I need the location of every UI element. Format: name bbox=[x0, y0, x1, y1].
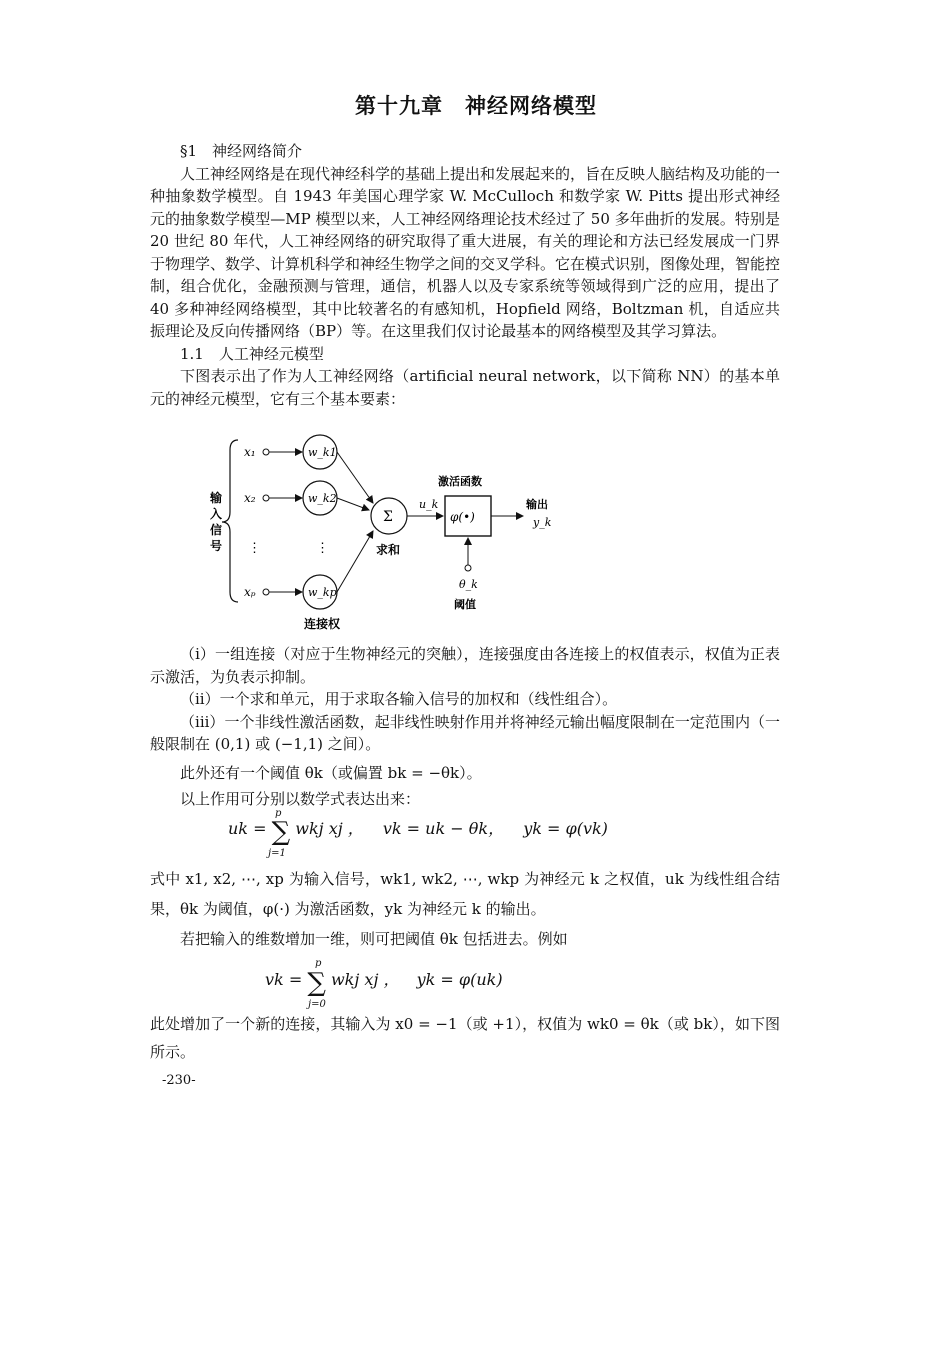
intro-paragraph: 人工神经网络是在现代神经科学的基础上提出和发展起来的，旨在反映人脑结构及功能的一种抽象数学模型。自 1943 年美国心理学家 W. McCulloch 和数学家 W. Pitts 提出形式神经元的抽象数学模型—MP 模型以来，人工神经网络理论技术经过了 50 多年曲折的发展。特别是 20 世纪 80 年代，人工神经网络的研究取得了重大进展，有关的理论和方法已经发展成一门界于物理学、数学、计算机科学和神经生物学之间的交叉学科。它在模式识别，图像处理，智能控制，组合优化，金融预测与管理，通信，机器人以及专家系统等领域得到广泛的应用，提出了 40 多种神经网络模型，其中比较著名的有感知机，Hopfield 网络，Boltzman 机，自适应共振理论及反向传播网络（BP）等。在这里我们仅讨论最基本的网络模型及其学习算法。 bbox=[150, 164, 781, 340]
item-iii: （iii）一个非线性激活函数，起非线性映射作用并将神经元输出幅度限制在一定范围内（一般限制在 (0,1) 或 (−1,1) 之间）。 bbox=[150, 712, 780, 753]
output-var: y_k bbox=[533, 516, 552, 529]
input-x2: x₂ bbox=[244, 491, 256, 505]
eq2-lhs: vk = bbox=[265, 970, 303, 989]
eq1-sum-top: p bbox=[275, 808, 282, 819]
eq2-term: wkj xj ， bbox=[330, 970, 400, 989]
neuron-model-paragraph: 下图表示出了作为人工神经网络（artificial neural network，以下简称 NN）的基本单元的神经元模型，它有三个基本要素： bbox=[150, 367, 780, 408]
section-intro bbox=[150, 140, 780, 410]
input-xp: xₚ bbox=[244, 585, 256, 599]
subsection-heading: 1.1 人工神经元模型 bbox=[180, 344, 324, 363]
item-ii: （ii）一个求和单元，用于求取各输入信号的加权和（线性组合）。 bbox=[180, 690, 618, 708]
input-signal-label-4: 号 bbox=[210, 539, 223, 553]
input-node-1 bbox=[263, 449, 269, 455]
weight-to-sum-2 bbox=[337, 498, 369, 510]
threshold-paragraph: 此外还有一个阈值 θk（或偏置 bk = −θk）。 bbox=[180, 763, 482, 782]
neuron-diagram bbox=[198, 430, 588, 640]
section-heading: §1 神经网络简介 bbox=[180, 142, 303, 160]
eq2-sum: ∑ bbox=[307, 968, 326, 998]
extend-paragraph: 若把输入的维数增加一维，则可把阈值 θk 包括进去。例如 bbox=[180, 930, 568, 948]
math-intro: 以上作用可分别以数学式表达出来： bbox=[180, 790, 421, 808]
threshold-node bbox=[465, 565, 471, 571]
final-paragraph: 此处增加了一个新的连接，其输入为 x0 = −1（或 +1），权值为 wk0 = θk（或 bk），如下图所示。 bbox=[150, 1015, 780, 1061]
eq2-sum-top: p bbox=[315, 958, 322, 969]
eq1-sum: ∑ bbox=[271, 817, 291, 847]
eq2-sum-bottom: j=0 bbox=[308, 999, 326, 1010]
eq1-term: wkj xj ， bbox=[295, 819, 364, 838]
eq1-lhs: uk = bbox=[228, 819, 267, 838]
eq1-sum-bottom: j=1 bbox=[268, 848, 286, 859]
input-signal-label-1: 输 bbox=[210, 491, 223, 505]
item-i: （i）一组连接（对应于生物神经元的突触），连接强度由各连接上的权值表示，权值为正表示激活，为负表示抑制。 bbox=[150, 645, 780, 686]
activation-function: φ(•) bbox=[450, 510, 475, 524]
output-label: 输出 bbox=[526, 498, 548, 511]
eq1-y: yk = φ(vk) bbox=[523, 819, 608, 838]
eq2-y: yk = φ(uk) bbox=[416, 970, 503, 989]
where-paragraph: 式中 x1, x2, ⋯, xp 为输入信号，wk1, wk2, ⋯, wkp 为神经元 k 之权值，uk 为线性组合结果，θk 为阈值，φ(·) 为激活函数，yk 为神经元 k 的输出。 bbox=[150, 870, 780, 918]
threshold-var: θ_k bbox=[459, 578, 478, 591]
threshold-label: 阈值 bbox=[454, 598, 476, 611]
page-number: -230- bbox=[162, 1073, 196, 1088]
weight-wk2: w_k2 bbox=[308, 492, 337, 505]
sum-symbol: Σ bbox=[383, 509, 393, 525]
final-block bbox=[150, 1010, 780, 1066]
weight-dots: ⋮ bbox=[316, 541, 329, 556]
input-signal-label-2: 入 bbox=[210, 507, 223, 521]
where-block bbox=[150, 864, 780, 954]
weight-to-sum-p bbox=[337, 531, 373, 592]
weight-to-sum-1 bbox=[337, 452, 373, 503]
equation-1 bbox=[228, 816, 608, 847]
input-signal-label-3: 信 bbox=[210, 523, 223, 537]
input-x1: x₁ bbox=[244, 445, 256, 459]
weight-wkp: w_kp bbox=[308, 586, 337, 599]
u-label: u_k bbox=[419, 498, 439, 511]
sum-label: 求和 bbox=[376, 543, 401, 557]
activation-label: 激活函数 bbox=[438, 475, 482, 488]
elements-list bbox=[150, 643, 780, 811]
equation-2 bbox=[265, 967, 503, 998]
chapter-title: 第十九章 神经网络模型 bbox=[355, 94, 597, 118]
input-node-2 bbox=[263, 495, 269, 501]
input-node-p bbox=[263, 589, 269, 595]
input-dots: ⋮ bbox=[248, 541, 261, 556]
eq1-v: vk = uk − θk， bbox=[382, 819, 505, 838]
weight-label: 连接权 bbox=[304, 617, 341, 631]
input-brace bbox=[222, 440, 238, 602]
weight-wk1: w_k1 bbox=[308, 446, 337, 459]
neuron-model-figure bbox=[198, 430, 588, 640]
